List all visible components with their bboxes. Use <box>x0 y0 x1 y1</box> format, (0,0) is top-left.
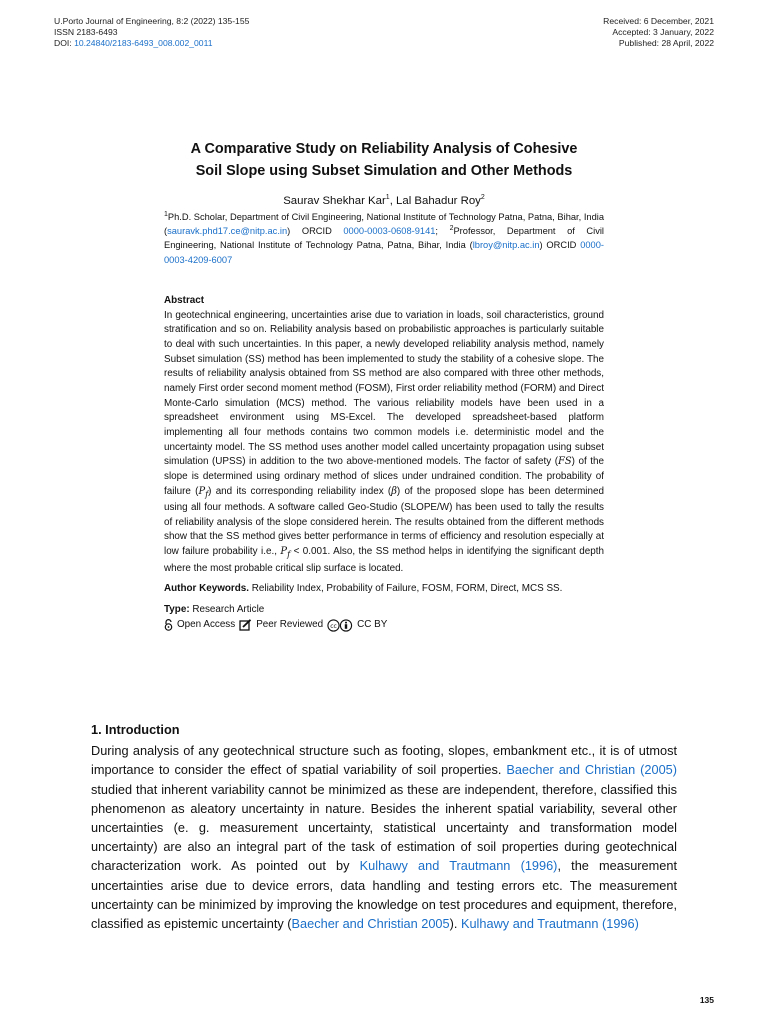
citation-link[interactable]: Baecher and Christian 2005 <box>291 916 450 932</box>
introduction-heading: 1. Introduction <box>91 722 180 737</box>
doi-link[interactable]: 10.24840/2183-6493_008.002_0011 <box>74 38 213 49</box>
page-number: 135 <box>699 995 714 1005</box>
journal-citation: U.Porto Journal of Engineering, 8:2 (2022) 135-155 <box>54 16 250 26</box>
svg-text:cc: cc <box>330 622 337 630</box>
affiliations: $^1$Ph.D. Scholar, Department of Civil Engineering, National Institute of Technology Patna, Patna, Bihar, India (sauravk.phd17.ce@nitp.ac.in) ORCID 0000-0003-0608-9141; $^2$Professor, Department of Civil Engineering, National Institute of Technology Patna, Patna, Bihar, India (lbroy@nitp.ac.in) ORCID 0000-0003-4209-6007 <box>164 210 604 265</box>
pf-condition-value: < 0.001 <box>293 546 328 558</box>
beta-symbol: β <box>391 485 397 497</box>
keywords-text: Reliability Index, Probability of Failure, FOSM, FORM, Direct, MCS SS. <box>249 583 563 595</box>
doi-line: DOI: 10.24840/2183-6493_008.002_0011 <box>54 38 213 49</box>
issn: ISSN 2183-6493 <box>54 27 118 38</box>
abstract-heading: Abstract <box>164 295 205 306</box>
author-2: Lal Bahadur Roy <box>396 195 481 207</box>
introduction-text: During analysis of any geotechnical structure such as footing, slopes, embankment etc., it is of utmost importance to consider the effect of spatial variability of soil properties. Baecher and Christian (2005) studied that inherent variability cannot be minimized as these are independent, therefore, classified this phenomenon as aleatory uncertainty in nature. Besides the inherent spatial variability, several other uncertainties (e. g. measurement uncertainty, statistical uncertainty and transformation model uncertainty) are also an integral part of the task of estimation of soil properties during geotechnical characterization work. As pointed out by Kulhawy and Trautmann (1996), the measurement uncertainties arise due to device errors, data handling and testing errors etc. The measurement uncertainty can be minimized by improving the knowledge on test procedures and equipment, therefore, classified as epistemic uncertainty (Baecher and Christian 2005). Kulhawy and Trautmann (1996) <box>91 743 677 932</box>
peer-reviewed-label: Peer Reviewed <box>256 618 324 630</box>
article-type <box>164 603 604 618</box>
fs-symbol: FS <box>558 456 572 468</box>
type-value: Research Article <box>189 604 265 616</box>
email-link-2[interactable]: lbroy@nitp.ac.in <box>472 240 540 251</box>
orcid-link-1[interactable]: 0000-0003-0608-9141 <box>343 226 436 237</box>
open-access-label: Open Access <box>177 618 236 630</box>
orcid-link-2[interactable]: 0000-0003-4209-6007 <box>164 240 604 265</box>
pf-symbol: $P_f$ <box>198 485 209 499</box>
author-keywords <box>164 582 604 597</box>
type-label: Type: <box>164 604 190 616</box>
title-line-2: Soil Slope using Subset Simulation and Other Methods <box>195 163 573 179</box>
author-1: Saurav Shekhar Kar <box>283 195 386 207</box>
accepted-date: Accepted: 3 January, 2022 <box>612 27 714 38</box>
published-date: Published: 28 April, 2022 <box>618 38 714 49</box>
license-label: CC BY <box>357 618 388 630</box>
peer-reviewed-icon <box>239 619 252 631</box>
access-badges <box>164 618 604 633</box>
journal-header <box>54 16 249 50</box>
citation-link[interactable]: Kulhawy and Trautmann (1996) <box>460 916 639 932</box>
paper-title <box>100 138 668 182</box>
citation-link[interactable]: Baecher and Christian (2005) <box>506 762 677 778</box>
keywords-label: Author Keywords. <box>164 583 250 595</box>
open-access-icon <box>164 619 173 631</box>
abstract-text: In geotechnical engineering, uncertainties arise due to variation in loads, soil characteristics, ground stratification and so on. Reliability analysis based on probabilistic approaches is particularly suitable to deal with such uncertainties. In this paper, a newly developed reliability analysis method, namely Subset simulation (SS) method has been implemented to study the stability of a cohesive slope. The results of reliability analysis obtained from SS method are also compared with three other methods, namely First order second moment method (FOSM), First order reliability method (FORM) and Direct Monte-Carlo simulation (MCS) method. The various reliability models have been used in a spreadsheet environment using MS-Excel. The developed spreadsheet-based platform implementing all four methods contains two common models i.e. deterministic model and the uncertainty model. The SS method uses another model called uncertainty propagation using subset simulation (UPSS) in addition to the two above-mentioned models. The factor of safety (FS) of the slope is determined using ordinary method of slices under undrained condition. The probability of failure $(P_f)$ and its corresponding reliability index (β) of the proposed slope has been determined using all four methods. A software called Geo-Studio (SLOPE/W) has been used to tally the results of reliability analysis of the slope considered herein. The results obtained from the different methods show that the SS method gives better performance in terms of efficiency and resolution especially at low failure probability i.e., $P_f < 0.001$. Also, the SS method helps in identifying the significant depth where the most probable critical slip surface is located. <box>164 309 604 574</box>
cc-license-icon <box>327 619 353 632</box>
title-line-1: A Comparative Study on Reliability Analysis of Cohesive <box>190 141 578 157</box>
abstract-section <box>164 294 604 632</box>
dates-header <box>603 16 714 50</box>
pf-condition-symbol: $P_f$ <box>280 546 291 560</box>
author-list: Saurav Shekhar Kar$^1$, Lal Bahadur Roy$^2$ <box>283 194 485 207</box>
received-date: Received: 6 December, 2021 <box>603 16 714 26</box>
email-link-1[interactable]: sauravk.phd17.ce@nitp.ac.in <box>167 226 288 237</box>
citation-link[interactable]: Kulhawy and Trautmann (1996) <box>359 858 558 874</box>
introduction-section <box>91 720 677 933</box>
